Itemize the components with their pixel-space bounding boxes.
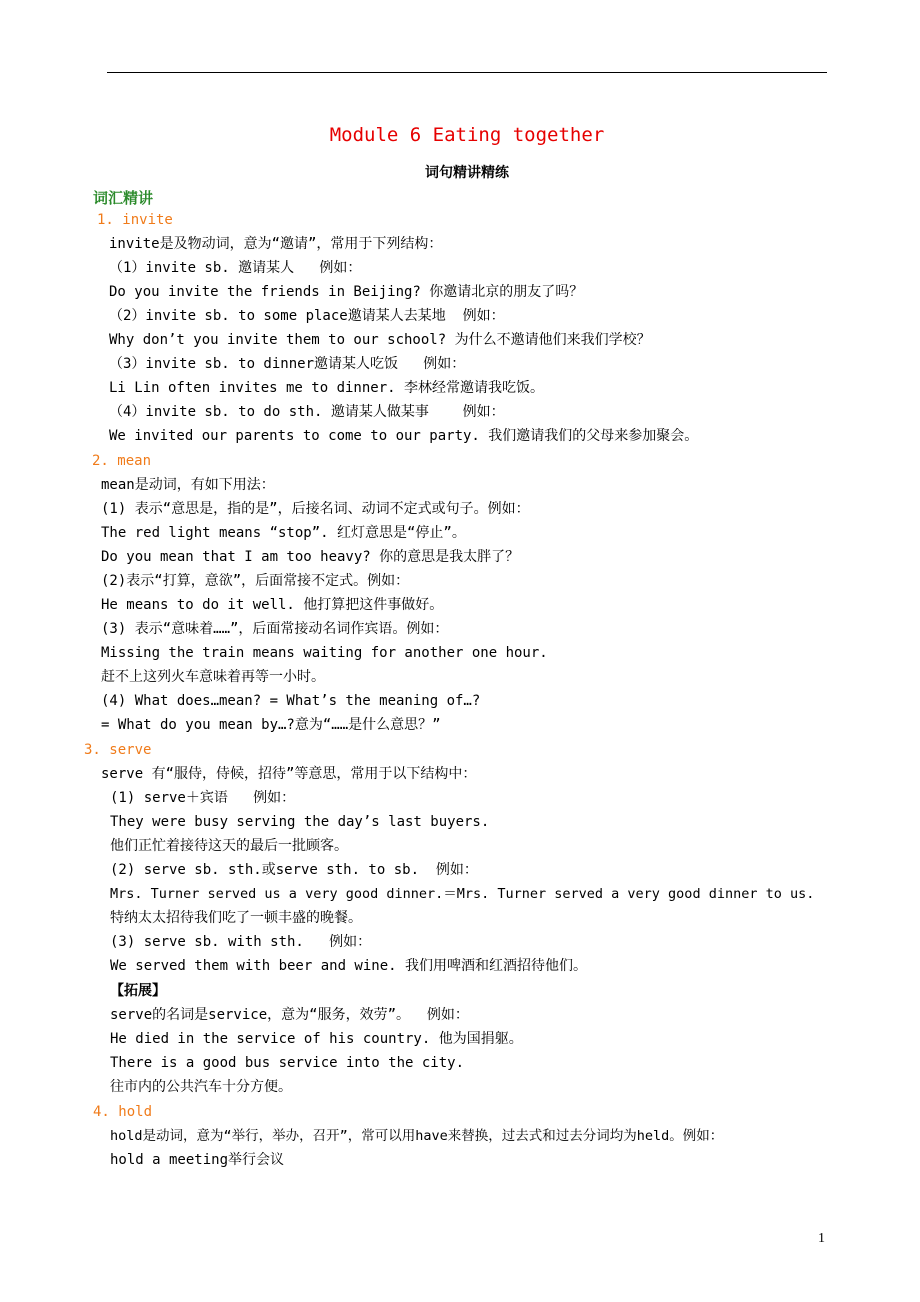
extension-heading: 【拓展】 [110, 983, 166, 999]
text-line: 他们正忙着接待这天的最后一批顾客。 [110, 838, 348, 854]
text-line: (3) 表示“意味着……”，后面常接动名词作宾语。例如： [101, 621, 449, 637]
text-line: Li Lin often invites me to dinner. 李林经常邀请我吃饭。 [109, 380, 545, 396]
text-line: hold是动词，意为“举行，举办，召开”，常可以用have来替换，过去式和过去分词均为held。例如： [110, 1128, 724, 1144]
page-number: 1 [818, 1231, 825, 1246]
text-line: serve 有“服侍，侍候，招待”等意思，常用于以下结构中： [101, 766, 477, 782]
text-line: Missing the train means waiting for another one hour. [101, 645, 548, 661]
text-line: We invited our parents to come to our party. 我们邀请我们的父母来参加聚会。 [109, 428, 699, 444]
text-line: (3) serve sb. with sth. 例如： [110, 934, 372, 950]
text-line: mean是动词，有如下用法： [101, 477, 275, 493]
text-line: Do you mean that I am too heavy? 你的意思是我太胖了？ [101, 549, 520, 565]
page-subtitle: 词句精讲精练 [425, 165, 509, 181]
word-heading-invite: 1. invite [97, 212, 173, 228]
word-heading-mean: 2. mean [92, 453, 152, 469]
word-heading-serve: 3. serve [84, 742, 152, 758]
text-line: We served them with beer and wine. 我们用啤酒和红酒招待他们。 [110, 958, 588, 974]
text-line: There is a good bus service into the city. [110, 1055, 465, 1071]
page-title: Module 6 Eating together [329, 124, 605, 146]
text-line: Why don’t you invite them to our school? 为什么不邀请他们来我们学校？ [109, 332, 651, 348]
text-line: invite是及物动词，意为“邀请”，常用于下列结构： [109, 236, 443, 252]
word-heading-hold: 4. hold [93, 1104, 153, 1120]
text-line: hold a meeting举行会议 [110, 1152, 285, 1168]
text-line: 特纳太太招待我们吃了一顿丰盛的晚餐。 [110, 910, 362, 926]
text-line: (1) serve＋宾语 例如： [110, 790, 296, 806]
header-rule [107, 72, 827, 73]
text-line: serve的名词是service，意为“服务，效劳”。 例如： [110, 1007, 469, 1023]
text-line: = What do you mean by…?意为“……是什么意思？” [101, 717, 441, 733]
text-line: He died in the service of his country. 他为国捐躯。 [110, 1031, 523, 1047]
text-line: (1) 表示“意思是，指的是”，后接名词、动词不定式或句子。例如： [101, 501, 530, 517]
text-line: （2）invite sb. to some place邀请某人去某地 例如： [109, 308, 505, 324]
text-line: He means to do it well. 他打算把这件事做好。 [101, 597, 444, 613]
text-line: 往市内的公共汽车十分方便。 [110, 1079, 292, 1095]
text-line: (4) What does…mean? = What’s the meaning of…? [101, 693, 481, 709]
text-line: Mrs. Turner served us a very good dinner.＝Mrs. Turner served a very good dinner to us. [110, 886, 815, 902]
text-line: 赶不上这列火车意味着再等一小时。 [101, 669, 325, 685]
section-heading: 词汇精讲 [93, 189, 154, 207]
text-line: They were busy serving the day’s last buyers. [110, 814, 490, 830]
text-line: （1）invite sb. 邀请某人 例如： [109, 260, 362, 276]
text-line: (2)表示“打算，意欲”，后面常接不定式。例如： [101, 573, 410, 589]
text-line: (2) serve sb. sth.或serve sth. to sb. 例如： [110, 862, 478, 878]
text-line: The red light means “stop”. 红灯意思是“停止”。 [101, 525, 466, 541]
text-line: Do you invite the friends in Beijing? 你邀请北京的朋友了吗？ [109, 284, 584, 300]
text-line: （3）invite sb. to dinner邀请某人吃饭 例如： [109, 356, 466, 372]
text-line: （4）invite sb. to do sth. 邀请某人做某事 例如： [109, 404, 505, 420]
